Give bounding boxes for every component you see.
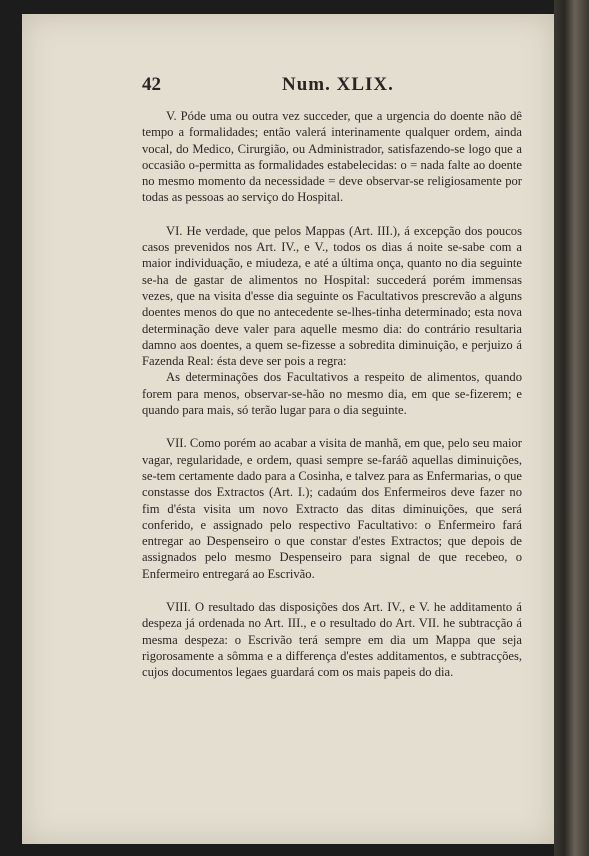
page-body bbox=[142, 108, 522, 698]
page-number: 42 bbox=[142, 74, 161, 95]
book-gutter bbox=[554, 0, 589, 856]
paragraph-vi: VI. He verdade, que pelos Mappas (Art. III.), á excepção dos poucos casos prevenidos nos Art. IV., e V., todos os dias á noite se-sabe com a maior individuação, e miudeza, e até a última onça, quanto no dia seguinte se-ha de gastar de alimentos no Hospital: succederá porém immensas vezes, que na visita d'esse dia seguinte os Facultativos prescrevão a alguns doentes menos do que no antecedente se-lhes-tinha determinado; esta nova determinação deve valer para aquelle mesmo dia: do contrário resultaria damno aos doentes, a quem se-fizesse a sobredita diminuição, e perjuizo á Fazenda Real: ésta deve ser pois a regra: bbox=[142, 223, 522, 369]
page-header bbox=[142, 74, 522, 100]
paragraph-vi-rule: As determinações dos Facultativos a respeito de alimentos, quando forem para menos, observar-se-hão no mesmo dia, em que se-fizerem; e quando para mais, só terão lugar para o dia seguinte. bbox=[142, 370, 522, 418]
running-title: Num. XLIX. bbox=[282, 74, 394, 95]
paragraph-vii: VII. Como porém ao acabar a visita de manhã, em que, pelo seu maior vagar, regularidade, e ordem, quasi sempre se-faráõ aquellas diminuições, se-tem certamente dado para a Cosinha, e talvez para as Enfermarias, o que constasse dos Extractos (Art. I.); cadaúm dos Enfermeiros deve fazer no fim d'ésta visita um novo Extracto das ditas diminuições, que será conferido, e assignado pelo respectivo Facultativo: o Enfermeiro fará entregar ao Despenseiro o que constar d'estes Extractos; que depois de assignados pelo mesmo Despenseiro para signal de que recebeo, o Enfermeiro entregará ao Escrivão. bbox=[142, 436, 522, 581]
paragraph-viii: VIII. O resultado das disposições dos Art. IV., e V. he additamento á despeza já ordenada no Art. III., e o resultado do Art. VII. he subtracção á mesma despeza: o Escrivão terá sempre em dia um Mappa que seja rigorosamente a sômma e a differença d'estes additamentos, e subtracções, cujos documentos legaes guardará com os mais papeis do dia. bbox=[142, 600, 522, 680]
paragraph-v: V. Póde uma ou outra vez succeder, que a urgencia do doente não dê tempo a formalidades; então valerá interinamente qualquer ordem, ainda vocal, do Medico, Cirurgião, ou Administrador, satisfazendo-se logo que a occasião o-permitta as formalidades estabelecidas: o = nada falte ao doente no mesmo momento da necessidade = deve observar-se religiosamente por todas as pessoas ao serviço do Hospital. bbox=[142, 109, 522, 205]
